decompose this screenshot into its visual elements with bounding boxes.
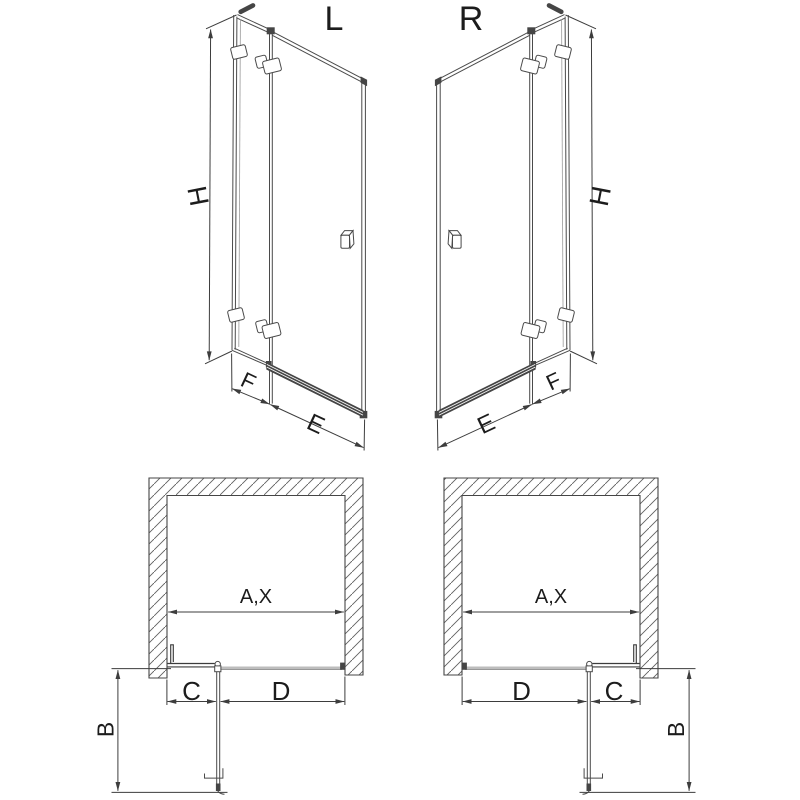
right-variant-label: R (458, 0, 484, 38)
right-plan-view (462, 612, 696, 794)
right-3d-view (435, 5, 597, 450)
left-variant-label: L (324, 0, 344, 38)
f-dimension-label-right: F (542, 367, 565, 396)
b-dimension-label-left-plan: B (92, 721, 119, 738)
left-3d-view (205, 5, 367, 450)
ax-dimension-label-right-plan: A,X (534, 586, 568, 608)
d-dimension-label-left-plan: D (271, 676, 291, 706)
e-dimension-label-left: E (302, 408, 329, 440)
right-plan-walls (444, 478, 658, 678)
h-dimension-label-left: H (181, 183, 216, 209)
f-dimension-label-left: F (237, 367, 260, 396)
c-dimension-label-right-plan: C (604, 676, 624, 706)
c-dimension-label-left-plan: C (182, 676, 201, 706)
h-dimension-label-right: H (583, 183, 618, 209)
left-plan-view (112, 612, 346, 794)
e-dimension-label-right: E (473, 408, 500, 440)
d-dimension-label-right-plan: D (512, 676, 531, 706)
b-dimension-label-right-plan: B (663, 721, 690, 738)
left-plan-walls (149, 478, 363, 678)
ax-dimension-label-left-plan: A,X (239, 586, 273, 608)
